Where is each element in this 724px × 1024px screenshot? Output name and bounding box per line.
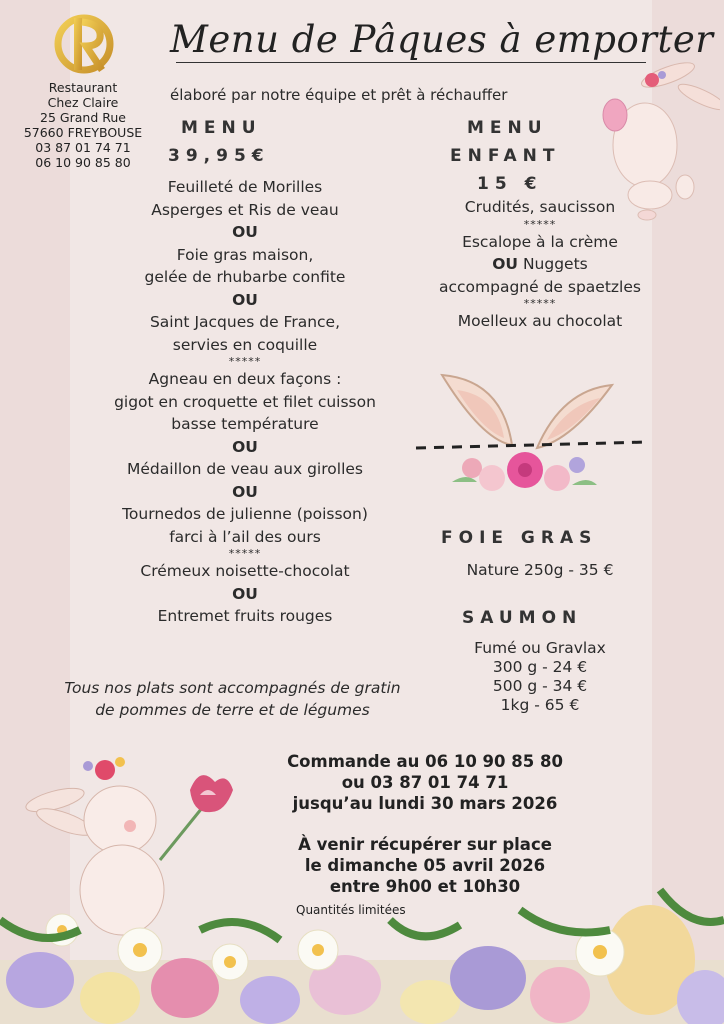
menu-or-separator: OU bbox=[492, 255, 519, 273]
menu-item: Feuilleté de Morilles bbox=[167, 178, 323, 196]
menu-item: gelée de rhubarbe confite bbox=[144, 268, 346, 286]
menu-item bbox=[400, 253, 680, 276]
menu-or-separator: OU bbox=[232, 482, 258, 501]
menu-item: servies en coquille bbox=[172, 335, 318, 354]
order-info bbox=[230, 751, 620, 897]
menu-item: Tournedos de julienne (poisson) bbox=[122, 505, 368, 523]
order-line: jusqu’au lundi 30 mars 2026 bbox=[292, 794, 558, 813]
course-separator: ***** bbox=[523, 297, 557, 310]
saumon-price: 1kg - 65 € bbox=[500, 696, 580, 714]
order-line: entre 9h00 et 10h30 bbox=[329, 877, 521, 896]
menu-item: basse température bbox=[171, 415, 319, 433]
address-line: 03 87 01 74 71 bbox=[35, 140, 131, 155]
order-line: ou 03 87 01 74 71 bbox=[341, 773, 509, 792]
menu-item: Entremet fruits rouges bbox=[157, 607, 333, 625]
order-line: le dimanche 05 avril 2026 bbox=[304, 856, 546, 875]
address-line: Restaurant bbox=[48, 80, 118, 95]
menu-item: gigot en croquette et filet cuisson bbox=[114, 392, 376, 411]
menu-item: Saint Jacques de France, bbox=[149, 313, 341, 331]
saumon-price: 300 g - 24 € bbox=[492, 658, 588, 676]
menu-or-separator: OU bbox=[232, 584, 258, 603]
page-title: Menu de Pâques à emporter bbox=[170, 18, 714, 61]
course-separator: ***** bbox=[228, 547, 262, 560]
address-line: 57660 FREYBOUSE bbox=[23, 125, 143, 140]
limited-quantities: Quantités limitées bbox=[296, 903, 406, 917]
menu-item: accompagné de spaetzles bbox=[439, 277, 641, 296]
menu-item: farci à l’ail des ours bbox=[169, 527, 321, 546]
saumon-price: 500 g - 34 € bbox=[492, 677, 588, 695]
address-line: 25 Grand Rue bbox=[40, 110, 126, 125]
menu-heading: MENU bbox=[181, 118, 262, 138]
menu-price: 39,95€ bbox=[168, 146, 270, 166]
menu-or-separator: OU bbox=[232, 437, 258, 456]
bunny-ears-flowers-icon bbox=[412, 370, 652, 515]
menu-item: Crémeux noisette-chocolat bbox=[140, 562, 350, 580]
page-subtitle: élaboré par notre équipe et prêt à réchauffer bbox=[170, 86, 508, 104]
restaurant-logo-icon bbox=[44, 12, 124, 76]
restaurant-address bbox=[8, 80, 158, 170]
address-line: Chez Claire bbox=[47, 95, 119, 110]
kids-menu-price: 15 € bbox=[477, 174, 543, 194]
menu-or-separator: OU bbox=[232, 290, 258, 309]
kids-menu-heading: MENU bbox=[467, 118, 548, 138]
saumon-type: Fumé ou Gravlax bbox=[474, 639, 606, 657]
order-line: À venir récupérer sur place bbox=[298, 835, 552, 854]
menu-items bbox=[60, 176, 430, 628]
course-separator: ***** bbox=[523, 217, 557, 231]
menu-item: Médaillon de veau aux girolles bbox=[127, 460, 363, 478]
order-line: Commande au 06 10 90 85 80 bbox=[287, 752, 563, 771]
title-underline bbox=[176, 62, 646, 63]
order-line bbox=[230, 814, 620, 834]
address-line: 06 10 90 85 80 bbox=[35, 155, 131, 170]
menu-item: Escalope à la crème bbox=[462, 232, 618, 251]
kids-menu-heading-2: ENFANT bbox=[450, 146, 561, 166]
kids-menu-items bbox=[400, 196, 680, 333]
foie-gras-heading: FOIE GRAS bbox=[441, 528, 598, 548]
saumon-heading: SAUMON bbox=[462, 608, 583, 628]
menu-footnote: Tous nos plats sont accompagnés de gratin de pommes de terre et de légumes bbox=[64, 679, 401, 719]
foie-gras-price: Nature 250g - 35 € bbox=[466, 561, 614, 579]
menu-item-text: Nuggets bbox=[518, 255, 588, 273]
easter-eggs-flowers-border-icon bbox=[0, 880, 724, 1024]
menu-or-separator: OU bbox=[232, 223, 258, 241]
menu-item: Asperges et Ris de veau bbox=[151, 200, 339, 219]
menu-item: Moelleux au chocolat bbox=[457, 312, 623, 330]
saumon-list bbox=[400, 639, 680, 715]
course-separator: ***** bbox=[228, 355, 262, 368]
menu-item: Foie gras maison, bbox=[176, 245, 314, 264]
menu-item: Agneau en deux façons : bbox=[148, 370, 342, 388]
menu-item: Crudités, saucisson bbox=[464, 198, 616, 216]
